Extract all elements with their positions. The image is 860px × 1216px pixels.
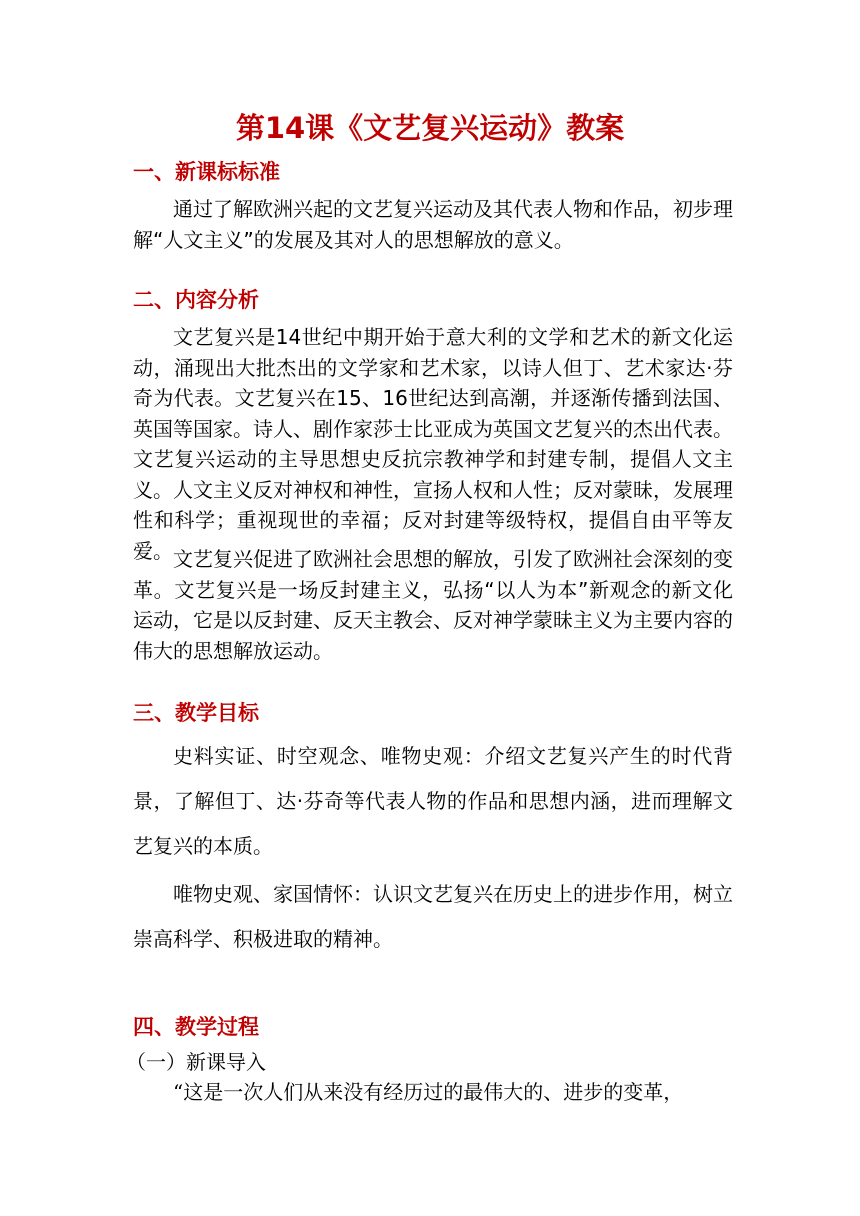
section-heading-process: 四、教学过程	[133, 1015, 259, 1039]
subsection-heading-intro: （一）新课导入	[126, 1050, 266, 1074]
objectives-paragraph-2: 唯物史观、家国情怀：认识文艺复兴在历史上的进步作用，树立崇高科学、积极进取的精神。	[133, 882, 733, 951]
section-heading-content-analysis: 二、内容分析	[133, 288, 259, 312]
section-heading-objectives: 三、教学目标	[133, 701, 259, 725]
intro-quote: “这是一次人们从来没有经历过的最伟大的、进步的变革，	[173, 1080, 684, 1104]
section-heading-standards: 一、新课标标准	[133, 160, 280, 184]
content-analysis-paragraph-1: 文艺复兴是14世纪中期开始于意大利的文学和艺术的新文化运动，涌现出大批杰出的文学家和艺术家，以诗人但丁、艺术家达·芬奇为代表。文艺复兴在15、16世纪达到高潮，并逐渐传播到法国、英国等国家。诗人、剧作家莎士比亚成为英国文艺复兴的杰出代表。文艺复兴运动的主导思想史反抗宗教神学和封建专制，提倡人文主义。人文主义反对神权和神性，宣扬人权和人性；反对蒙昧，发展理性和科学；重视现世的幸福；反对封建等级特权，提倡自由平等友爱。	[133, 325, 733, 563]
page-title: 第14课《文艺复兴运动》教案	[235, 111, 625, 145]
standards-paragraph: 通过了解欧洲兴起的文艺复兴运动及其代表人物和作品，初步理解“人文主义”的发展及其对人的思想解放的意义。	[133, 197, 733, 252]
content-analysis-paragraph-2: 文艺复兴促进了欧洲社会思想的解放，引发了欧洲社会深刻的变革。文艺复兴是一场反封建主义，弘扬“以人为本”新观念的新文化运动，它是以反封建、反天主教会、反对神学蒙昧主义为主要内容的伟大的思想解放运动。	[133, 547, 733, 663]
objectives-paragraph-1: 史料实证、时空观念、唯物史观：介绍文艺复兴产生的时代背景，了解但丁、达·芬奇等代表人物的作品和思想内涵，进而理解文艺复兴的本质。	[133, 744, 733, 858]
